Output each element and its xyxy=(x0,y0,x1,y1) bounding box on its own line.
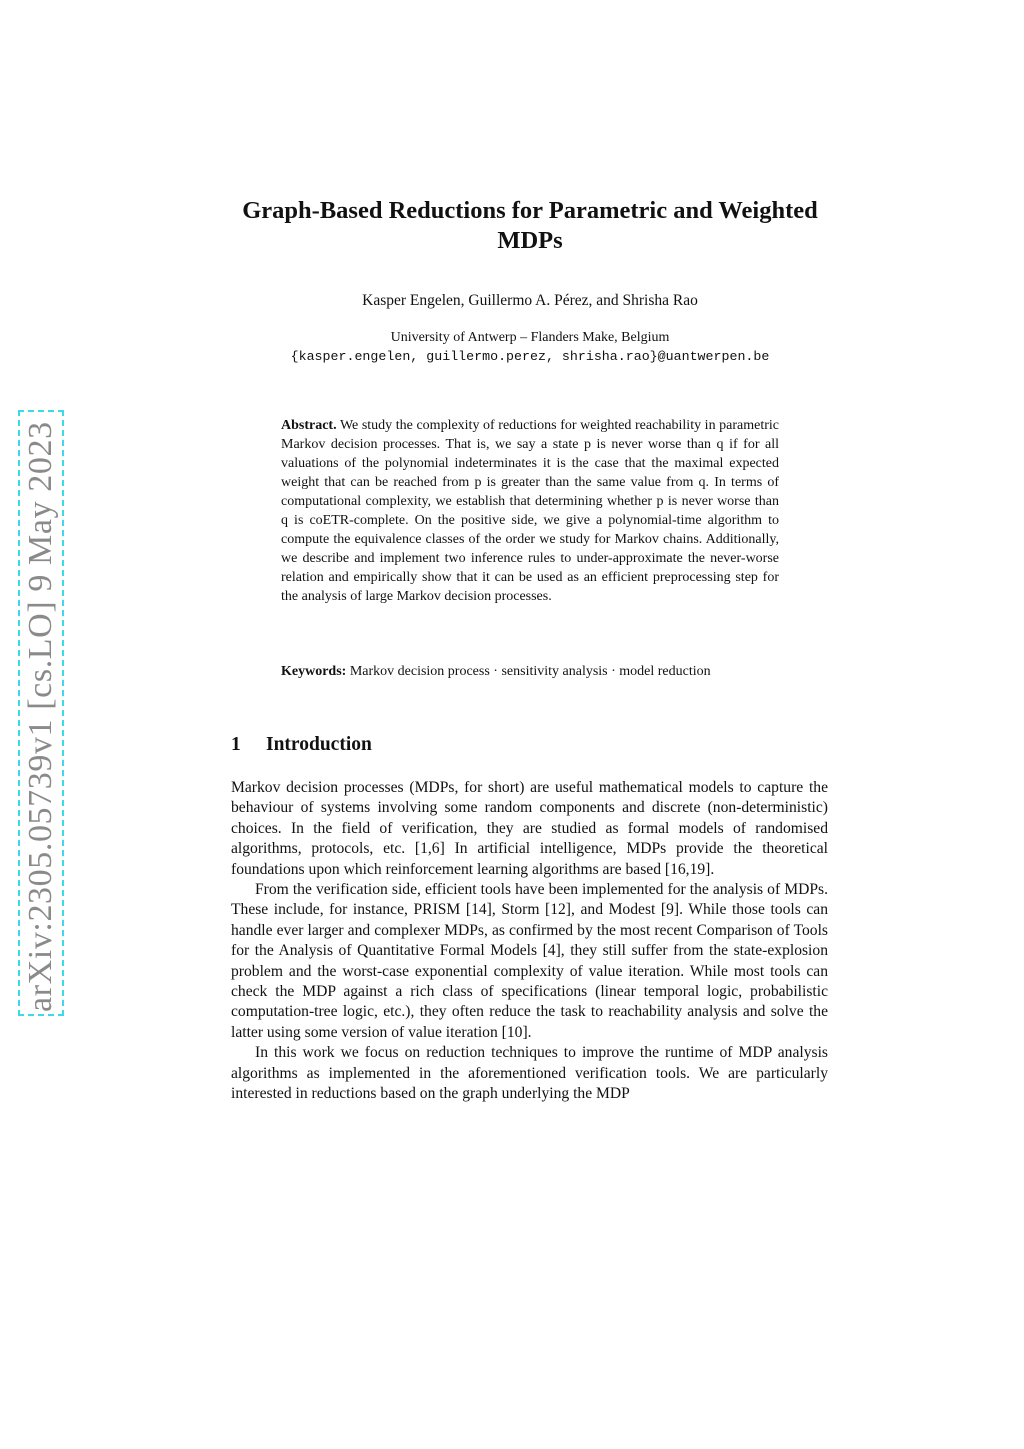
keywords-label: Keywords: xyxy=(281,664,347,679)
paragraph: From the verification side, efficient tools have been implemented for the analysis of MDPs. These include, for instance, PRISM [14], Storm [12], and Modest [9]. While those tools can handle ever larger and complexer MDPs, as confirmed by the most recent Comparison of Tools for the Analysis of Quantitative Formal Models [4], they still suffer from the state-explosion problem and the worst-case exponential complexity of value iteration. While most tools can check the MDP against a rich class of specifications (linear temporal logic, probabilistic computation-tree logic, etc.), they often reduce the task to reachability analysis and solve the latter using some version of value iteration [10]. xyxy=(231,881,828,1041)
section-title: Introduction xyxy=(266,734,372,755)
abstract-label: Abstract. xyxy=(281,418,337,433)
keywords xyxy=(281,662,779,681)
section-heading xyxy=(231,734,372,756)
paper-authors: Kasper Engelen, Guillermo A. Pérez, and Shrisha Rao xyxy=(362,292,698,309)
arxiv-identifier: arXiv:2305.05739v1 [cs.LO] 9 May 2023 xyxy=(22,421,59,1012)
paper-title: Graph-Based Reductions for Parametric and Weighted MDPs xyxy=(242,197,818,254)
section-body xyxy=(231,778,828,1105)
paper-emails: {kasper.engelen, guillermo.perez, shrisha.rao}@uantwerpen.be xyxy=(290,349,770,364)
keywords-text: Markov decision process · sensitivity analysis · model reduction xyxy=(349,664,711,679)
abstract-text: We study the complexity of reductions for weighted reachability in parametric Markov decision processes. That is, we say a state p is never worse than q if for all valuations of the polynomial indeterminates it is the case that the maximal expected weight that can be reached from p is greater than the same value from q. In terms of computational complexity, we establish that determining whether p is never worse than q is coETR-complete. On the positive side, we give a polynomial-time algorithm to compute the equivalence classes of the order we study for Markov chains. Additionally, we describe and implement two inference rules to under-approximate the never-worse relation and empirically show that it can be used as an efficient preprocessing step for the analysis of large Markov decision processes. xyxy=(281,418,780,604)
paper-affiliation: University of Antwerp – Flanders Make, Belgium xyxy=(390,330,670,345)
abstract xyxy=(281,416,779,606)
section-number: 1 xyxy=(231,734,241,755)
paragraph: In this work we focus on reduction techniques to improve the runtime of MDP analysis algorithms as implemented in the aforementioned verification tools. We are particularly interested in reductions based on the graph underlying the MDP xyxy=(231,1044,828,1103)
paragraph: Markov decision processes (MDPs, for short) are useful mathematical models to capture the behaviour of systems involving some random components and discrete (non-deterministic) choices. In the field of verification, they are studied as formal models of randomised algorithms, protocols, etc. [1,6] In artificial intelligence, MDPs provide the theoretical foundations upon which reinforcement learning algorithms are based [16,19]. xyxy=(231,779,828,878)
